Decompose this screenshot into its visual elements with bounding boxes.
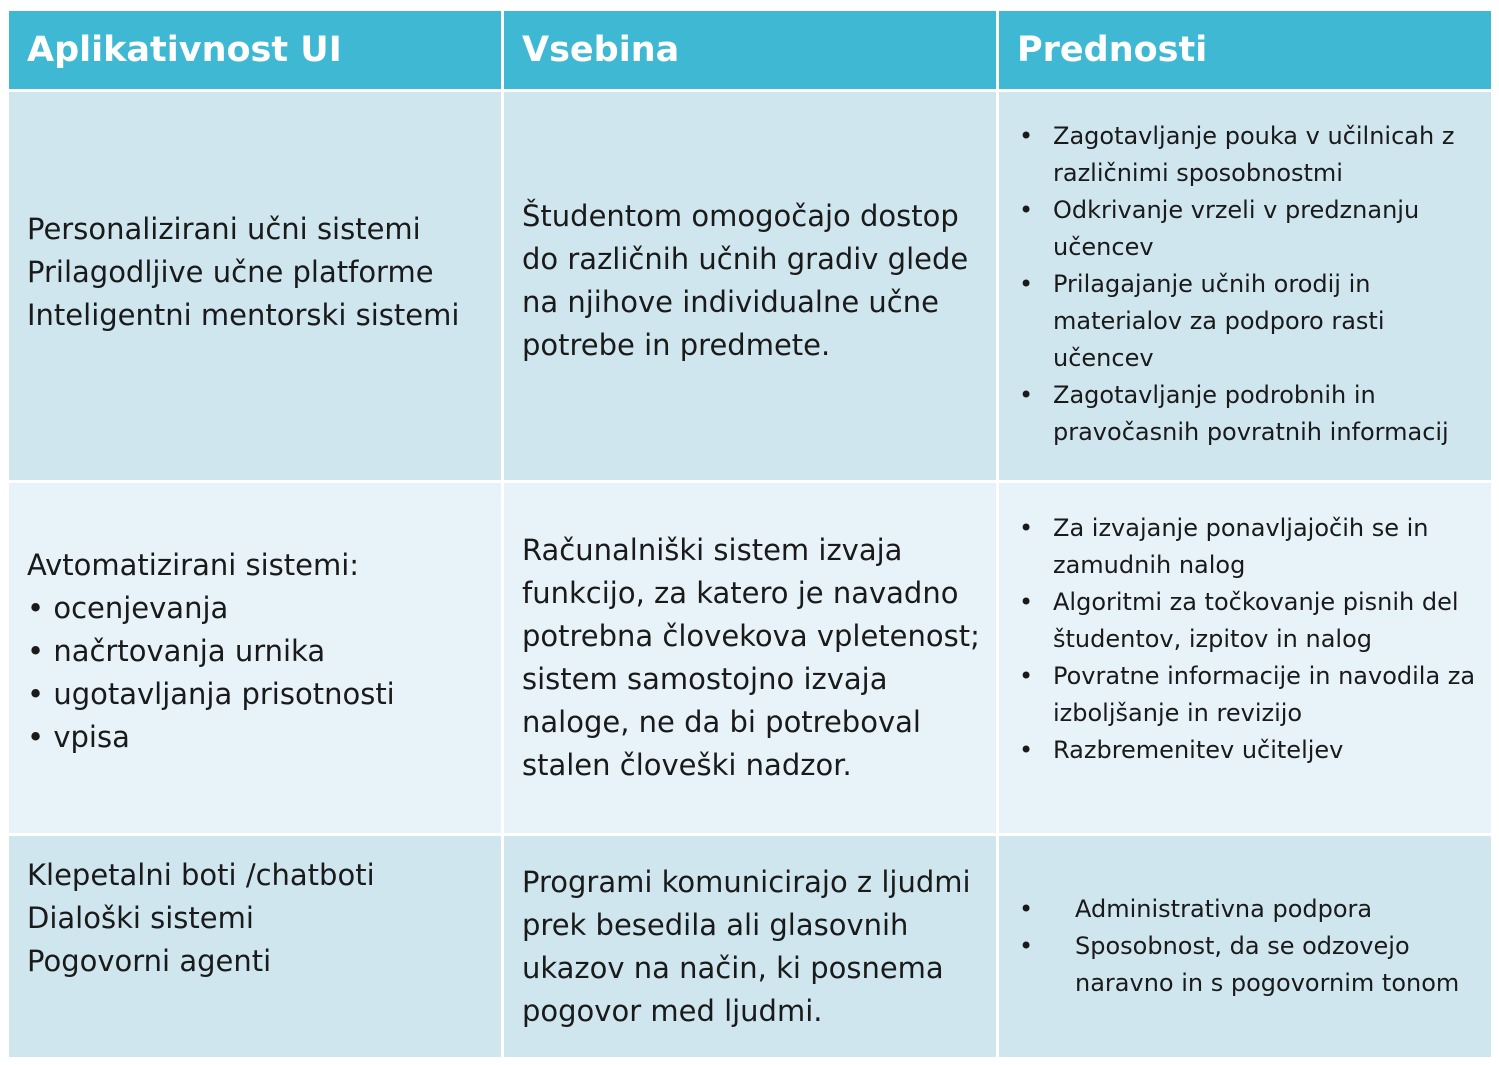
header-applications: Aplikativnost UI bbox=[9, 11, 501, 89]
application-title: Avtomatizirani sistemi: bbox=[27, 547, 360, 582]
benefit-item: • Prilagajanje učnih orodij in materialov za podporo rasti učencev bbox=[1017, 266, 1483, 377]
application-item: • načrtovanja urnika bbox=[27, 630, 395, 673]
benefit-item: • Zagotavljanje podrobnih in pravočasnih povratnih informacij bbox=[1017, 377, 1483, 451]
benefit-item: • Razbremenitev učiteljev bbox=[1017, 732, 1483, 769]
benefit-item: • Odkrivanje vrzeli v predznanju učencev bbox=[1017, 192, 1483, 266]
row-3-applications bbox=[9, 836, 501, 1057]
application-item: • ocenjevanja bbox=[27, 587, 395, 630]
application-item: • ugotavljanja prisotnosti bbox=[27, 673, 395, 716]
row-1-applications bbox=[9, 92, 501, 480]
row-2-applications bbox=[9, 483, 501, 833]
row-1-content bbox=[504, 92, 996, 480]
benefit-item: • Zagotavljanje pouka v učilnicah z različnimi sposobnostmi bbox=[1017, 118, 1483, 192]
ai-applications-table bbox=[9, 11, 1491, 1060]
benefit-item: • Administrativna podpora bbox=[1017, 891, 1483, 928]
row-1-benefits bbox=[999, 92, 1491, 480]
row-3-benefits bbox=[999, 836, 1491, 1057]
application-item: • vpisa bbox=[27, 716, 395, 759]
application-item: Inteligentni mentorski sistemi bbox=[27, 297, 460, 332]
benefit-item: • Za izvajanje ponavljajočih se in zamudnih nalog bbox=[1017, 510, 1483, 584]
application-item: Personalizirani učni sistemi bbox=[27, 211, 421, 246]
application-item: Klepetalni boti /chatboti bbox=[27, 858, 375, 892]
row-2-benefits bbox=[999, 483, 1491, 833]
application-item: Prilagodljive učne platforme bbox=[27, 254, 434, 289]
header-benefits: Prednosti bbox=[999, 11, 1491, 89]
row-3-content bbox=[504, 836, 996, 1057]
benefit-item: • Povratne informacije in navodila za izboljšanje in revizijo bbox=[1017, 658, 1483, 732]
benefit-item: • Sposobnost, da se odzovejo naravno in s pogovornim tonom bbox=[1017, 928, 1483, 1002]
content-text: Programi komunicirajo z ljudmi prek besedila ali glasovnih ukazov na način, ki posnema pogovor med ljudmi. bbox=[522, 864, 971, 1028]
benefit-item: • Algoritmi za točkovanje pisnih del študentov, izpitov in nalog bbox=[1017, 584, 1483, 658]
application-item: Dialoški sistemi bbox=[27, 901, 254, 935]
application-item: Pogovorni agenti bbox=[27, 944, 272, 978]
content-text: Računalniški sistem izvaja funkcijo, za katero je navadno potrebna človekova vpletenost; sistem samostojno izvaja naloge, ne da bi potreboval stalen človeški nadzor. bbox=[522, 533, 980, 782]
row-2-content bbox=[504, 483, 996, 833]
header-content: Vsebina bbox=[504, 11, 996, 89]
content-text: Študentom omogočajo dostop do različnih učnih gradiv glede na njihove individualne učne potrebe in predmete. bbox=[522, 199, 969, 362]
